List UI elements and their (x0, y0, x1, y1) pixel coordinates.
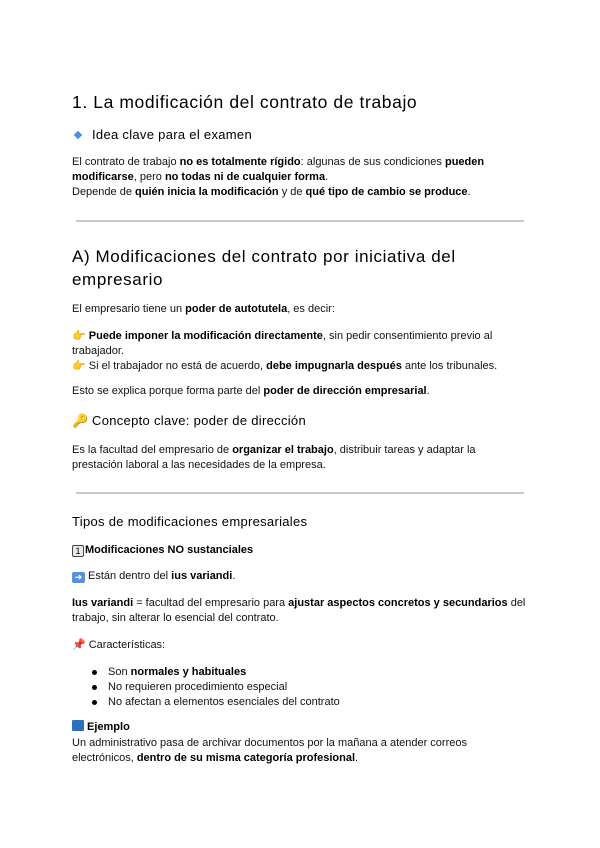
bold-text: pueden modificarse (72, 156, 485, 183)
text: El contrato de trabajo (72, 156, 180, 168)
text: Depende de (72, 186, 135, 198)
text: No requieren procedimiento especial (108, 681, 288, 693)
pointing-hand-icon: 👉 (72, 330, 86, 342)
concept-heading-text: Concepto clave: poder de dirección (92, 413, 306, 428)
ius-variandi-line (72, 569, 235, 584)
text: del trabajo, sin alterar lo esencial del contrato. (72, 597, 526, 624)
points-paragraph (72, 329, 528, 374)
caracteristicas-label (72, 638, 165, 653)
section-a-title (72, 245, 528, 291)
text: . (467, 186, 471, 198)
text: Son (108, 666, 131, 678)
text: El empresario tiene un (72, 303, 186, 315)
text: Si el trabajador no está de acuerdo, (88, 360, 267, 372)
concept-paragraph (72, 443, 512, 473)
text: , distribuir tareas y adaptar la prestación laboral a las necesidades de la empresa. (72, 444, 476, 471)
bold-text: ius variandi (171, 570, 233, 582)
explain-paragraph (72, 384, 430, 399)
text: : algunas de sus condiciones (300, 156, 445, 168)
bold-text: no todas ni de cualquier forma (164, 171, 326, 183)
title-line: empresario (72, 270, 164, 289)
bold-text: Modificaciones NO sustanciales (85, 544, 254, 556)
divider (76, 220, 524, 222)
text: ante los tribunales. (401, 360, 498, 372)
key-icon: 🔑 (72, 413, 89, 428)
text: y de (278, 186, 306, 198)
bold-text: ajustar aspectos concretos y secundarios (288, 597, 508, 609)
bold-text: Ejemplo (87, 721, 130, 733)
ejemplo-paragraph (72, 736, 512, 766)
diamond-icon (72, 132, 92, 138)
pointing-hand-icon: 👉 (72, 360, 86, 372)
text: . (325, 171, 329, 183)
bold-text: quién inicia la modificación (135, 186, 279, 198)
list-item (90, 695, 340, 710)
text: . (355, 752, 359, 764)
bold-text: no es totalmente rígido (179, 156, 301, 168)
title-line: A) Modificaciones del contrato por iniciativa del (72, 247, 456, 266)
arrow-right-icon: ➜ (72, 572, 85, 583)
ius-variandi-definition (72, 596, 528, 626)
concept-heading (72, 412, 306, 430)
idea-heading (72, 126, 252, 144)
text: , es decir: (287, 303, 335, 315)
text: , sin pedir consentimiento previo al trabajador. (72, 330, 493, 357)
text: . (426, 385, 430, 397)
idea-heading-text: Idea clave para el examen (92, 127, 252, 142)
section-1-title: 1. La modificación del contrato de trabajo (72, 92, 418, 112)
bold-text: qué tipo de cambio se produce (305, 186, 468, 198)
bold-text: poder de autotutela (185, 303, 288, 315)
ejemplo-heading (72, 720, 130, 735)
bold-text: debe impugnarla después (266, 360, 402, 372)
blue-book-icon (72, 720, 84, 731)
intro-paragraph (72, 155, 528, 200)
no-sustanciales-heading (72, 543, 253, 558)
text: Es la facultad del empresario de (72, 444, 233, 456)
bold-text: organizar el trabajo (232, 444, 334, 456)
bold-text: Puede imponer la modificación directamente (88, 330, 323, 342)
divider (76, 492, 524, 494)
text: Esto se explica porque forma parte del (72, 385, 264, 397)
text: Un administrativo pasa de archivar documentos por la mañana a atender correos electrónicos, (72, 737, 467, 764)
text: Están dentro del (88, 570, 172, 582)
text: No afectan a elementos esenciales del contrato (108, 696, 340, 708)
number-one-icon: 1 (72, 545, 84, 557)
bold-text: normales y habituales (130, 666, 247, 678)
bold-text: dentro de su misma categoría profesional (136, 752, 356, 764)
text: Características: (88, 639, 166, 651)
list-item (90, 680, 340, 695)
autotutela-paragraph (72, 302, 335, 317)
text: = facultad del empresario para (133, 597, 289, 609)
bold-text: poder de dirección empresarial (263, 385, 427, 397)
text: , pero (133, 171, 165, 183)
text: . (232, 570, 236, 582)
tipos-heading: Tipos de modificaciones empresariales (72, 514, 308, 529)
bold-text: Ius variandi (72, 597, 134, 609)
caracteristicas-list (90, 665, 340, 710)
pushpin-icon: 📌 (72, 639, 86, 651)
list-item (90, 665, 340, 680)
